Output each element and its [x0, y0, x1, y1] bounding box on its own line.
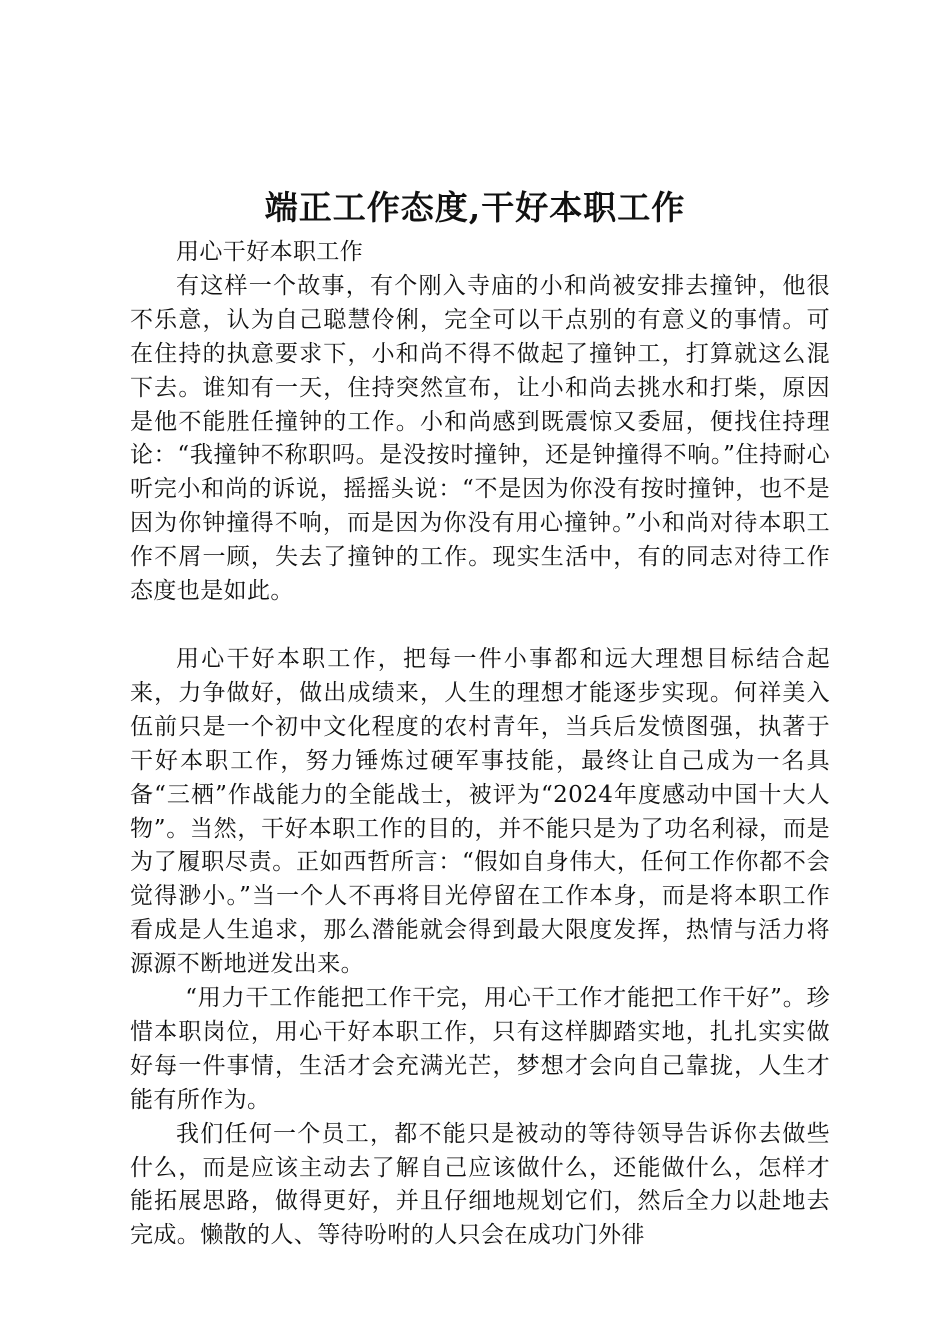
document-title: 端正工作态度,干好本职工作	[264, 188, 686, 227]
document-body	[130, 236, 830, 1253]
paragraph: 有这样一个故事，有个刚入寺庙的小和尚被安排去撞钟，他很不乐意，认为自己聪慧伶俐，完全可以干点别的有意义的事情。可在住持的执意要求下，小和尚不得不做起了撞钟工，打算就这么混下去。谁知有一天，住持突然宣布，让小和尚去挑水和打柴，原因是他不能胜任撞钟的工作。小和尚感到既震惊又委屈，便找住持理论：“我撞钟不称职吗。是没按时撞钟，还是钟撞得不响。”住持耐心听完小和尚的诉说，摇摇头说：“不是因为你没有按时撞钟，也不是因为你钟撞得不响，而是因为你没有用心撞钟。”小和尚对待本职工作不屑一顾，失去了撞钟的工作。现实生活中，有的同志对待工作态度也是如此。	[130, 272, 830, 605]
paragraph: “用力干工作能把工作干完，用心干工作才能把工作干好”。珍惜本职岗位，用心干好本职工作，只有这样脚踏实地，扎扎实实做好每一件事情，生活才会充满光芒，梦想才会向自己靠拢，人生才能有所作为。	[130, 985, 830, 1113]
paragraph: 我们任何一个员工，都不能只是被动的等待领导告诉你去做些什么，而是应该主动去了解自己应该做什么，还能做什么，怎样才能拓展思路，做得更好，并且仔细地规划它们，然后全力以赴地去完成。懒散的人、等待吩咐的人只会在成功门外徘	[130, 1120, 830, 1249]
paragraph: 用心干好本职工作，把每一件小事都和远大理想目标结合起来，力争做好，做出成绩来，人生的理想才能逐步实现。何祥美入伍前只是一个初中文化程度的农村青年，当兵后发愤图强，执著于干好本职工作，努力锤炼过硬军事技能，最终让自己成为一名具备“三栖”作战能力的全能战士，被评为“2024年度感动中国十大人物”。当然，干好本职工作的目的，并不能只是为了功名利禄，而是为了履职尽责。正如西哲所言：“假如自身伟大，任何工作你都不会觉得渺小。”当一个人不再将目光停留在工作本身，而是将本职工作看成是人生追求，那么潜能就会得到最大限度发挥，热情与活力将源源不断地迸发出来。	[130, 645, 830, 978]
document-subtitle: 用心干好本职工作	[176, 239, 364, 265]
